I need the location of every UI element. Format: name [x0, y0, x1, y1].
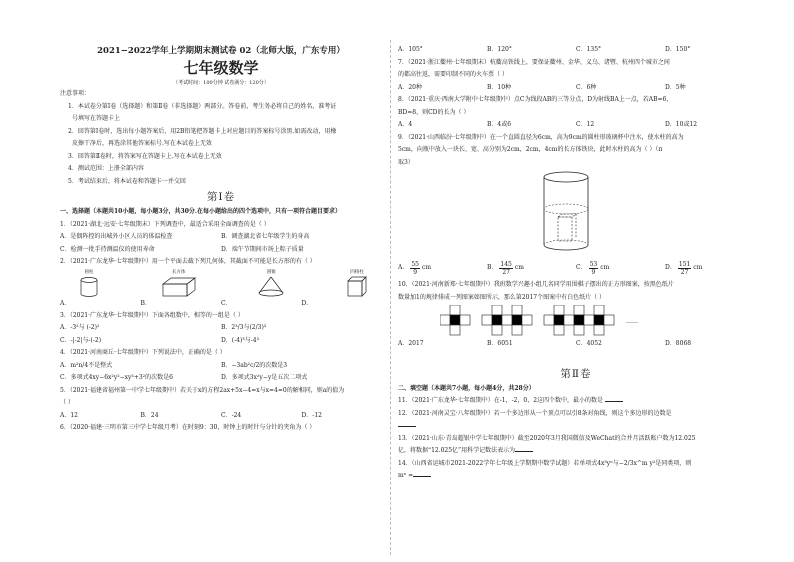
- q10-option-b[interactable]: B．6051: [487, 340, 513, 347]
- note-item: 2．回答第Ⅰ卷时，选出每小题答案后，用2B铅笔把答题卡上对应题目的答案标号涂黑.如需改动，用橡: [68, 127, 337, 135]
- q8-option-d[interactable]: D．10或12: [665, 121, 698, 128]
- q9-option-a[interactable]: [398, 261, 487, 276]
- note-item: 皮擦干净后，再选涂其他答案标号.写在本试卷上无效: [72, 140, 212, 147]
- q5-option-b[interactable]: B．24: [140, 411, 159, 419]
- numerator: 145: [500, 260, 512, 268]
- q3-options-row1: [60, 322, 382, 335]
- q8-option-c[interactable]: C．12: [576, 121, 595, 128]
- q5-options: [60, 410, 382, 423]
- q2-option-d[interactable]: D．: [301, 299, 313, 307]
- q5-option-a[interactable]: A．12: [60, 411, 78, 419]
- q13-text: 亿，将数据“12.025亿”用科学记数法表示为: [398, 447, 516, 454]
- question-8-cont: BD=8，则CD的长为（ ）: [398, 108, 470, 116]
- q9-figure: [398, 169, 754, 257]
- q3-option-a[interactable]: A．-3²与 (-2)²: [60, 324, 100, 331]
- q4-option-c[interactable]: C．多项式4xy−6x²y²−xy³+3²的次数是6: [60, 374, 173, 381]
- q6-option-c[interactable]: C．135°: [576, 46, 602, 53]
- cuboid-icon: [161, 276, 197, 298]
- q4-option-a[interactable]: A．m²n/4不是整式: [60, 361, 113, 369]
- q2-shapes: [60, 269, 382, 298]
- q2-options: [60, 298, 382, 310]
- notes-heading: 注意事项：: [60, 90, 91, 97]
- svg-text:……: ……: [626, 318, 638, 325]
- note-item: 号填写在答题卡上: [72, 115, 121, 122]
- shape-cuboid: [161, 269, 197, 298]
- q8-option-a[interactable]: A．4: [398, 121, 413, 128]
- unit: cm: [514, 264, 524, 271]
- fraction: [678, 261, 691, 276]
- question-8: 8．（2021·重庆·西南大学附中七年级期中）点C为线段AB的三等分点，D为射线BA上一点，若AB=6，: [398, 96, 673, 103]
- glass-cylinder-figure: [536, 169, 596, 255]
- question-4: 4．（2021·河南商丘·七年级期中）下列说法中，正确的是（ ）: [60, 349, 226, 356]
- subject-title: 七年级数学: [183, 59, 259, 77]
- right-column: [398, 44, 754, 483]
- question-13: 13．（2021·山东·青岛超银中学七年级期中）截至2020年3月我国微信及WeChat的合并月活跃账户数为12.025: [398, 434, 696, 442]
- q3-option-d[interactable]: D．(-4)³与-4³: [221, 336, 259, 344]
- question-11: [398, 395, 754, 408]
- note-item: 5．考试结束后，将本试卷和答题卡一并交回: [68, 177, 186, 185]
- question-6: 6．（2020·福建·三明市第三中学七年级月考）在时刻9：30，时钟上的时针与分针的夹角为（ ）: [60, 424, 316, 431]
- option-label: B．: [487, 264, 498, 271]
- question-2: 2．（2021·广东龙华·七年级期中）用一个平面去截下列几何体，其截面不可能是长方形的有（ ）: [60, 258, 316, 265]
- fraction: [410, 261, 420, 276]
- option-label: A．: [398, 264, 409, 271]
- q8-option-b[interactable]: B．4或6: [487, 121, 512, 128]
- fraction: [589, 261, 599, 276]
- q9-option-c[interactable]: [576, 261, 665, 276]
- q3-option-c[interactable]: C．-|-2|与-(-2): [60, 336, 102, 344]
- q10-figure: [398, 304, 754, 338]
- note-item: 3．回答第Ⅱ卷时，将答案写在答题卡上.写在本试卷上无效: [68, 152, 222, 160]
- question-14: 14．（山西省运城市2021-2022学年七年级上学期期中数学试题）若单项式4x³yⁿ与−2/3x^m y²是同类项，则: [398, 459, 692, 467]
- numerator: 53: [589, 260, 598, 268]
- question-9-cont: 5cm，向瓶中放入一块长、宽、高分别为2cm，2cm，4cm的长方体铁块，此时水柱的高为（ ）（π: [398, 146, 663, 153]
- q2-option-a[interactable]: A．: [60, 299, 71, 307]
- q11-text: 11．（2021·广东龙华·七年级期中）在-1，-2，0，2这四个数中，最小的数是: [398, 397, 604, 404]
- question-7: 7．（2021·浙江衢州·七年级期末）杭衢高铁线上，要保证衢州、金华、义乌、诸暨、杭州四个城市之间: [398, 58, 670, 66]
- answer-blank[interactable]: [605, 395, 623, 402]
- q3-options-row2: [60, 335, 382, 348]
- shape-label: 圆锥: [266, 269, 276, 275]
- q14-text: mⁿ =: [398, 472, 414, 479]
- q1-options-row1: [60, 231, 382, 244]
- section2-instruction: 二、填空题（本题共7小题，每小题4分，共28分）: [398, 384, 535, 392]
- q10-option-a[interactable]: A．2017: [398, 340, 424, 347]
- fraction: [499, 261, 512, 276]
- shape-label: 四棱柱: [350, 269, 364, 275]
- question-7-cont: 的都高往返，需要印制不同的火车票（ ）: [398, 71, 508, 78]
- q1-option-b[interactable]: B．调查湖北省七年级学生的身高: [221, 233, 310, 240]
- numerator: 55: [411, 260, 419, 268]
- question-10-cont: 数量加1的规律排成一列图案如图所示，那么第2017个图案中有白色纸片（ ）: [398, 293, 605, 301]
- question-9: 9．（2021·山西临汾·七年级期中）在一个直圆直径为6cm，高为9cm的圆柱形玻璃杯中注水，使水柱的高为: [398, 133, 684, 141]
- q10-option-d[interactable]: D．8068: [665, 340, 692, 347]
- q7-option-a[interactable]: A．20种: [398, 83, 422, 91]
- shape-label: 长方体: [171, 269, 186, 275]
- numerator: 151: [678, 260, 691, 268]
- q9-option-b[interactable]: [487, 261, 576, 276]
- denominator: 9: [591, 268, 596, 276]
- q6-option-b[interactable]: B．120°: [487, 46, 512, 53]
- exam-info: （考试时间：100分钟 试卷满分：120分）: [173, 80, 269, 86]
- question-5: 5．（2021·福建省福州第一中学七年级期中）若关于x的方程2ax+5x−4=x与x=4=0的解相同，则a的值为: [60, 386, 345, 394]
- q10-options: [398, 338, 754, 351]
- option-label: D．: [665, 264, 676, 271]
- unit: cm: [421, 264, 432, 271]
- q8-options: [398, 119, 754, 132]
- q1-option-a[interactable]: A．是偶阵控的出城外小区人员的体温检查: [60, 233, 173, 240]
- question-9-cont2: 取3）: [398, 158, 414, 166]
- q10-option-c[interactable]: C．4052: [576, 340, 602, 347]
- question-13-cont: [398, 445, 754, 458]
- cylinder-icon: [78, 276, 100, 298]
- q6-options: [398, 44, 754, 57]
- shape-square-prism: [346, 269, 368, 298]
- q9-options: [398, 257, 754, 279]
- q6-option-a[interactable]: A．105°: [398, 46, 423, 53]
- cone-icon: [257, 276, 285, 298]
- section2-title: 第Ⅱ卷: [560, 367, 592, 380]
- column-divider: [390, 40, 393, 555]
- exam-title: 2021−2022学年上学期期末测试卷 02（北师大版，广东专用）: [97, 46, 345, 56]
- denominator: 27: [502, 268, 510, 276]
- q4-option-d[interactable]: D．多项式3x²y−y是五次二项式: [221, 374, 308, 381]
- question-5-cont: （ ）: [60, 399, 74, 406]
- answer-blank[interactable]: [515, 445, 533, 452]
- shape-cylinder: [78, 269, 100, 298]
- q4-option-b[interactable]: B．−3ab²c/2的次数是3: [221, 361, 288, 369]
- shape-label: 圆柱: [84, 269, 94, 275]
- q4-options-row2: [60, 372, 382, 385]
- q1-option-c[interactable]: C．检测一批手持测温仪的使用寿命: [60, 245, 155, 253]
- q2-option-b[interactable]: B．: [140, 299, 151, 307]
- denominator: 27: [680, 268, 689, 276]
- question-3: 3．（2021·广东龙华·七年级期中）下面各组数中，相等的一组是（ ）: [60, 311, 244, 319]
- q9-option-d[interactable]: [665, 261, 754, 276]
- note-item: 4．测试范围：上册全部内容: [68, 165, 144, 172]
- spacer: [398, 351, 754, 365]
- q4-options-row1: [60, 360, 382, 373]
- q1-options-row2: [60, 244, 382, 257]
- shape-cone: [257, 269, 285, 298]
- denominator: 9: [413, 268, 418, 276]
- q5-option-c[interactable]: C．-24: [221, 411, 242, 419]
- q3-option-b[interactable]: B．2³/3与(2/3)³: [221, 324, 267, 331]
- q5-option-d[interactable]: D．-12: [301, 411, 322, 419]
- unit: cm: [600, 264, 610, 271]
- left-column: [60, 44, 382, 435]
- question-1: 1．（2021·湖北·远安·七年级期末）下列调查中，最适合采用全面调查的是（ ）: [60, 220, 270, 228]
- section1-title: 第Ⅰ卷: [206, 191, 236, 203]
- unit: cm: [693, 264, 703, 271]
- square-prism-icon: [346, 276, 368, 298]
- question-12-cont: [398, 420, 754, 433]
- question-14-cont: [398, 470, 754, 483]
- answer-blank[interactable]: [398, 420, 416, 427]
- answer-blank[interactable]: [413, 470, 431, 477]
- q7-option-d[interactable]: D．5种: [665, 83, 686, 91]
- q6-option-d[interactable]: D．150°: [665, 46, 691, 53]
- option-label: C．: [576, 264, 587, 271]
- note-item: 1．本试卷分第Ⅰ卷（选择题）和第Ⅱ卷（非选择题）两部分。答卷前，考生务必将自己的姓名、准考证: [68, 102, 337, 110]
- q7-option-b[interactable]: B．10种: [487, 83, 512, 91]
- q7-options: [398, 82, 754, 95]
- q1-option-d[interactable]: D．端午节期间市场上粽子质量: [221, 245, 304, 253]
- question-10: 10．（2021·河南新郑·七年级期中）我班数学兴趣小组几名同学用围棋子摆出的正方形图案，按黑色纸片: [398, 281, 674, 288]
- section1-instruction: 一、选择题（本题共10小题，每小题3分，共30分.在每小题给出的四个选项中，只有一项符合题目要求）: [60, 208, 341, 215]
- q2-option-c[interactable]: C．: [221, 299, 232, 307]
- question-12: 12．（2021·河南灵宝·八年级期中）若一个多边形从一个顶点可以引8条对角线，则这个多边形的边数是: [398, 409, 672, 417]
- q7-option-c[interactable]: C．6种: [576, 83, 597, 91]
- cross-pattern-figure: [440, 305, 660, 337]
